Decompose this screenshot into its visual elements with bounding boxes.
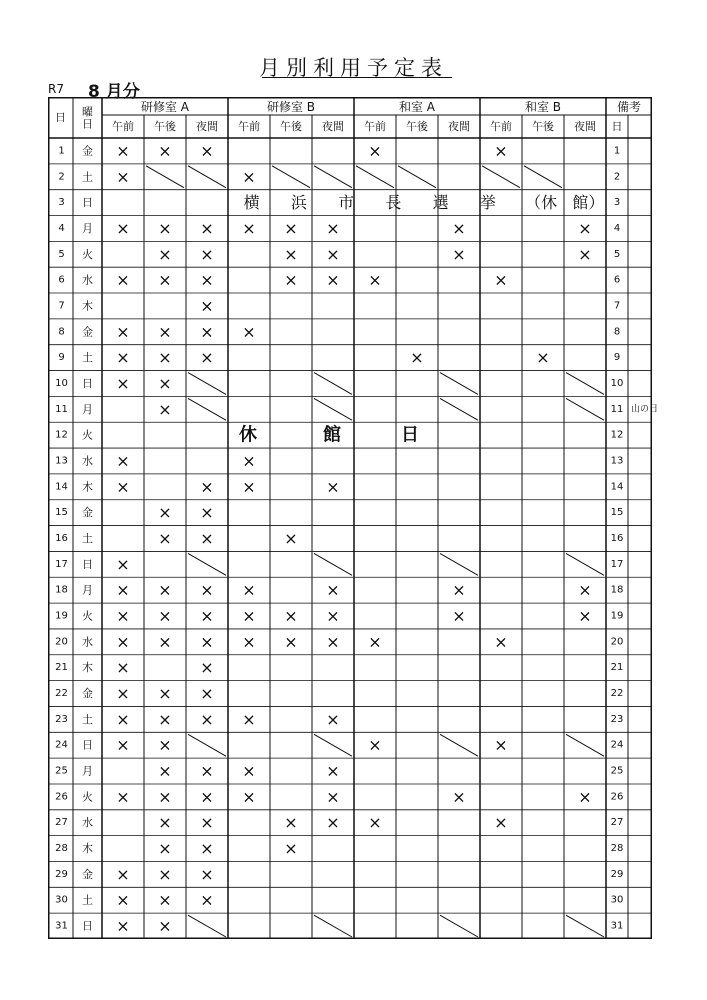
title-underline	[262, 77, 452, 78]
booked-mark: ×	[494, 735, 508, 755]
remarks-day-number: 3	[613, 197, 621, 209]
booked-mark: ×	[284, 218, 298, 238]
header-room-4: 和室 B	[524, 100, 562, 114]
remarks-day-number: 24	[610, 739, 624, 751]
remarks-day-number: 21	[610, 662, 624, 674]
booked-mark: ×	[116, 167, 130, 187]
booked-mark: ×	[116, 658, 130, 678]
remarks-day-number: 5	[613, 248, 621, 260]
booked-mark: ×	[116, 916, 130, 936]
remarks-day-number: 4	[613, 222, 621, 234]
booked-mark: ×	[158, 218, 172, 238]
booked-mark: ×	[200, 684, 214, 704]
closed-slot-diagonal	[146, 166, 184, 188]
booked-mark: ×	[158, 916, 172, 936]
weekday-cell: 金	[82, 687, 93, 701]
day-number: 6	[58, 274, 65, 286]
schedule-table	[48, 97, 659, 939]
booked-mark: ×	[326, 761, 340, 781]
weekday-cell: 金	[82, 144, 93, 158]
booked-mark: ×	[158, 709, 172, 729]
day-number: 24	[55, 739, 68, 751]
header-slot: 夜間	[574, 120, 596, 133]
booked-mark: ×	[158, 864, 172, 884]
day-number: 8	[58, 326, 65, 338]
booked-mark: ×	[284, 244, 298, 264]
booked-mark: ×	[158, 503, 172, 523]
remarks-day-number: 7	[613, 300, 621, 312]
booked-mark: ×	[284, 270, 298, 290]
weekday-cell: 木	[82, 661, 93, 675]
remarks-day-number: 20	[610, 636, 624, 648]
day-number: 13	[55, 455, 68, 467]
weekday-cell: 土	[82, 170, 93, 184]
weekday-cell: 木	[82, 480, 93, 494]
booked-mark: ×	[578, 580, 592, 600]
booked-mark: ×	[158, 787, 172, 807]
remarks-day-number: 2	[613, 171, 621, 183]
booked-mark: ×	[158, 761, 172, 781]
weekday-cell: 日	[82, 738, 93, 752]
closed-slot-diagonal	[566, 398, 604, 420]
day-number: 2	[58, 171, 65, 183]
weekday-cell: 火	[82, 428, 93, 442]
weekday-cell: 日	[82, 196, 93, 210]
booked-mark: ×	[368, 735, 382, 755]
day-number: 18	[55, 584, 68, 596]
booked-mark: ×	[494, 270, 508, 290]
booked-mark: ×	[158, 839, 172, 859]
booked-mark: ×	[116, 890, 130, 910]
booked-mark: ×	[284, 606, 298, 626]
booked-mark: ×	[200, 244, 214, 264]
weekday-cell: 水	[82, 273, 93, 287]
remarks-day-number: 16	[610, 533, 624, 544]
header-room-3: 和室 A	[398, 100, 436, 114]
booked-mark: ×	[116, 580, 130, 600]
booked-mark: ×	[158, 632, 172, 652]
notice-char: 館	[323, 424, 341, 446]
booked-mark: ×	[200, 632, 214, 652]
header-weekday: 曜日	[82, 105, 93, 131]
booked-mark: ×	[242, 167, 256, 187]
booked-mark: ×	[158, 373, 172, 393]
day-number: 25	[55, 765, 68, 777]
weekday-cell: 日	[82, 557, 93, 571]
notice-char: 市	[338, 193, 355, 213]
day-number: 5	[58, 248, 65, 260]
table-border	[49, 98, 652, 939]
booked-mark: ×	[494, 141, 508, 161]
remarks-day-number: 22	[610, 688, 624, 700]
weekday-cell: 月	[82, 221, 93, 235]
day-number: 30	[55, 894, 68, 906]
page-title: 月別利用予定表	[259, 56, 448, 80]
notice-char: 選	[432, 193, 449, 213]
weekday-cell: 火	[82, 790, 93, 804]
header-slot: 午後	[406, 120, 428, 133]
day-number: 28	[55, 843, 68, 855]
day-number: 11	[55, 403, 68, 415]
booked-mark: ×	[242, 451, 256, 471]
remarks-day-number: 8	[613, 326, 621, 338]
booked-mark: ×	[116, 141, 130, 161]
closed-slot-diagonal	[188, 398, 226, 420]
booked-mark: ×	[368, 632, 382, 652]
booked-mark: ×	[326, 580, 340, 600]
header-slot: 夜間	[322, 120, 344, 133]
remarks-day-number: 9	[613, 352, 621, 364]
closed-slot-diagonal	[440, 553, 478, 575]
weekday-cell: 土	[82, 893, 93, 907]
notice-char: 挙	[479, 193, 496, 213]
weekday-cell: 金	[82, 325, 93, 339]
closed-slot-diagonal	[566, 373, 604, 395]
closed-slot-diagonal	[188, 915, 226, 937]
closed-slot-diagonal	[314, 553, 352, 575]
day-number: 26	[55, 791, 68, 803]
remarks-day-number: 28	[610, 843, 624, 855]
weekday-cell: 月	[82, 402, 93, 416]
day-number: 7	[58, 300, 65, 312]
booked-mark: ×	[116, 554, 130, 574]
weekday-cell: 木	[82, 299, 93, 313]
booked-mark: ×	[326, 218, 340, 238]
closed-slot-diagonal	[398, 166, 436, 188]
booked-mark: ×	[158, 141, 172, 161]
booked-mark: ×	[452, 218, 466, 238]
closed-slot-diagonal	[440, 734, 478, 756]
booked-mark: ×	[200, 141, 214, 161]
closed-slot-diagonal	[482, 166, 520, 188]
day-number: 3	[58, 197, 65, 209]
header-slot: 夜間	[196, 120, 218, 133]
booked-mark: ×	[116, 787, 130, 807]
closed-slot-diagonal	[188, 553, 226, 575]
header-slot: 午前	[364, 120, 386, 133]
day-number: 9	[58, 352, 65, 364]
booked-mark: ×	[200, 218, 214, 238]
booked-mark: ×	[158, 270, 172, 290]
booked-mark: ×	[200, 839, 214, 859]
booked-mark: ×	[452, 244, 466, 264]
month-label: 8 月分	[88, 82, 140, 102]
booked-mark: ×	[452, 787, 466, 807]
booked-mark: ×	[200, 348, 214, 368]
remarks-day-number: 27	[610, 817, 624, 829]
booked-mark: ×	[116, 606, 130, 626]
booked-mark: ×	[368, 813, 382, 833]
booked-mark: ×	[200, 296, 214, 316]
weekday-cell: 火	[82, 247, 93, 261]
booked-mark: ×	[158, 580, 172, 600]
closed-slot-diagonal	[566, 915, 604, 937]
notice-char: 館）	[572, 193, 605, 213]
booked-mark: ×	[578, 787, 592, 807]
booked-mark: ×	[326, 606, 340, 626]
booked-mark: ×	[116, 270, 130, 290]
booked-mark: ×	[116, 451, 130, 471]
booked-mark: ×	[242, 761, 256, 781]
day-number: 22	[55, 688, 68, 700]
booked-mark: ×	[200, 890, 214, 910]
day-number: 19	[55, 610, 68, 622]
booked-mark: ×	[200, 813, 214, 833]
remarks-day-number: 26	[610, 791, 624, 803]
booked-mark: ×	[284, 839, 298, 859]
era-label: R7	[48, 82, 64, 96]
booked-mark: ×	[200, 709, 214, 729]
closed-slot-diagonal	[524, 166, 562, 188]
closed-slot-diagonal	[188, 166, 226, 188]
booked-mark: ×	[578, 606, 592, 626]
remarks-day-number: 31	[610, 920, 624, 932]
closed-slot-diagonal	[188, 734, 226, 756]
booked-mark: ×	[116, 735, 130, 755]
booked-mark: ×	[242, 218, 256, 238]
header-day: 日	[55, 111, 66, 124]
booked-mark: ×	[326, 270, 340, 290]
booked-mark: ×	[326, 477, 340, 497]
notice-char: 横	[243, 193, 260, 213]
remarks-day-number: 19	[610, 610, 624, 622]
remarks-day-number: 12	[610, 429, 624, 441]
weekday-cell: 金	[82, 867, 93, 881]
booked-mark: ×	[578, 244, 592, 264]
remarks-day-number: 29	[610, 868, 624, 880]
booked-mark: ×	[326, 709, 340, 729]
day-number: 27	[55, 817, 68, 829]
booked-mark: ×	[326, 632, 340, 652]
header-slot: 夜間	[448, 120, 470, 133]
header-room-2: 研修室 B	[266, 100, 316, 114]
weekday-cell: 金	[82, 506, 93, 520]
notice-char: 日	[401, 424, 419, 446]
remarks-day-number: 15	[610, 507, 624, 519]
booked-mark: ×	[200, 503, 214, 523]
booked-mark: ×	[452, 580, 466, 600]
header-remarks: 備考	[616, 100, 642, 114]
booked-mark: ×	[116, 709, 130, 729]
booked-mark: ×	[116, 864, 130, 884]
booked-mark: ×	[200, 658, 214, 678]
booked-mark: ×	[200, 322, 214, 342]
booked-mark: ×	[410, 348, 424, 368]
booked-mark: ×	[578, 218, 592, 238]
closed-slot-diagonal	[272, 166, 310, 188]
booked-mark: ×	[200, 270, 214, 290]
booked-mark: ×	[242, 322, 256, 342]
booked-mark: ×	[326, 813, 340, 833]
weekday-cell: 火	[82, 609, 93, 623]
booked-mark: ×	[158, 813, 172, 833]
booked-mark: ×	[158, 606, 172, 626]
booked-mark: ×	[242, 606, 256, 626]
closed-slot-diagonal	[314, 734, 352, 756]
day-number: 10	[55, 377, 68, 389]
booked-mark: ×	[494, 632, 508, 652]
booked-mark: ×	[116, 218, 130, 238]
day-number: 16	[55, 533, 68, 544]
closed-slot-diagonal	[314, 373, 352, 395]
remarks-day-number: 30	[610, 894, 624, 906]
closed-slot-diagonal	[314, 166, 352, 188]
weekday-cell: 月	[82, 764, 93, 778]
remarks-day-number: 18	[610, 584, 624, 596]
booked-mark: ×	[116, 477, 130, 497]
closed-slot-diagonal	[356, 166, 394, 188]
closed-slot-diagonal	[440, 373, 478, 395]
remarks-day-number: 11	[610, 403, 624, 415]
header-slot: 午前	[490, 120, 512, 133]
weekday-cell: 土	[82, 351, 93, 365]
weekday-cell: 月	[82, 583, 93, 597]
booked-mark: ×	[158, 529, 172, 548]
day-number: 15	[55, 507, 68, 519]
weekday-cell: 土	[82, 532, 93, 545]
booked-mark: ×	[116, 684, 130, 704]
day-number: 1	[58, 145, 65, 157]
booked-mark: ×	[242, 709, 256, 729]
booked-mark: ×	[116, 373, 130, 393]
remarks-day-number: 13	[610, 455, 624, 467]
header-slot: 午後	[280, 120, 302, 133]
booked-mark: ×	[284, 529, 298, 548]
booked-mark: ×	[242, 632, 256, 652]
remarks-day-number: 23	[610, 713, 624, 725]
header-remarks-day: 日	[611, 120, 623, 133]
booked-mark: ×	[116, 632, 130, 652]
weekday-cell: 土	[82, 712, 93, 726]
day-number: 29	[55, 868, 68, 880]
weekday-cell: 水	[82, 816, 93, 830]
booked-mark: ×	[200, 761, 214, 781]
header-slot: 午前	[112, 120, 134, 133]
day-number: 17	[55, 558, 68, 570]
closed-slot-diagonal	[188, 373, 226, 395]
booked-mark: ×	[494, 813, 508, 833]
remarks-day-number: 25	[610, 765, 624, 777]
day-number: 31	[55, 920, 68, 932]
closed-slot-diagonal	[440, 398, 478, 420]
notice-char: （休	[525, 193, 558, 213]
booked-mark: ×	[158, 244, 172, 264]
remarks-note: 山の日	[631, 404, 659, 415]
booked-mark: ×	[284, 813, 298, 833]
booked-mark: ×	[368, 270, 382, 290]
booked-mark: ×	[200, 477, 214, 497]
weekday-cell: 水	[82, 454, 93, 468]
day-number: 20	[55, 636, 68, 648]
header-room-1: 研修室 A	[140, 100, 190, 114]
booked-mark: ×	[326, 787, 340, 807]
day-number: 21	[55, 662, 68, 674]
remarks-day-number: 1	[613, 145, 621, 157]
booked-mark: ×	[158, 735, 172, 755]
booked-mark: ×	[158, 322, 172, 342]
day-number: 23	[55, 713, 68, 725]
booked-mark: ×	[158, 348, 172, 368]
closed-slot-diagonal	[566, 734, 604, 756]
booked-mark: ×	[200, 787, 214, 807]
notice-char: 長	[385, 193, 402, 213]
booked-mark: ×	[200, 606, 214, 626]
weekday-cell: 木	[82, 842, 93, 856]
closed-slot-diagonal	[314, 915, 352, 937]
header-slot: 午後	[154, 120, 176, 133]
weekday-cell: 日	[82, 919, 93, 933]
weekday-cell: 水	[82, 635, 93, 649]
booked-mark: ×	[200, 580, 214, 600]
closed-slot-diagonal	[566, 553, 604, 575]
booked-mark: ×	[242, 787, 256, 807]
closed-slot-diagonal	[314, 398, 352, 420]
remarks-day-number: 14	[610, 481, 624, 493]
booked-mark: ×	[326, 244, 340, 264]
notice-char: 浜	[290, 193, 307, 213]
header-slot: 午前	[238, 120, 260, 133]
header-slot: 午後	[532, 120, 554, 133]
booked-mark: ×	[116, 322, 130, 342]
booked-mark: ×	[242, 580, 256, 600]
booked-mark: ×	[242, 477, 256, 497]
booked-mark: ×	[116, 348, 130, 368]
booked-mark: ×	[368, 141, 382, 161]
remarks-day-number: 6	[613, 274, 621, 286]
day-number: 12	[55, 429, 68, 441]
day-number: 14	[55, 481, 68, 493]
notice-char: 休	[239, 424, 257, 446]
booked-mark: ×	[158, 399, 172, 419]
weekday-cell: 日	[82, 376, 93, 390]
booked-mark: ×	[452, 606, 466, 626]
booked-mark: ×	[158, 890, 172, 910]
day-number: 4	[58, 222, 65, 234]
booked-mark: ×	[200, 864, 214, 884]
booked-mark: ×	[200, 529, 214, 548]
remarks-day-number: 17	[610, 558, 624, 570]
booked-mark: ×	[536, 348, 550, 368]
remarks-day-number: 10	[610, 377, 624, 389]
booked-mark: ×	[158, 684, 172, 704]
booked-mark: ×	[284, 632, 298, 652]
closed-slot-diagonal	[440, 915, 478, 937]
